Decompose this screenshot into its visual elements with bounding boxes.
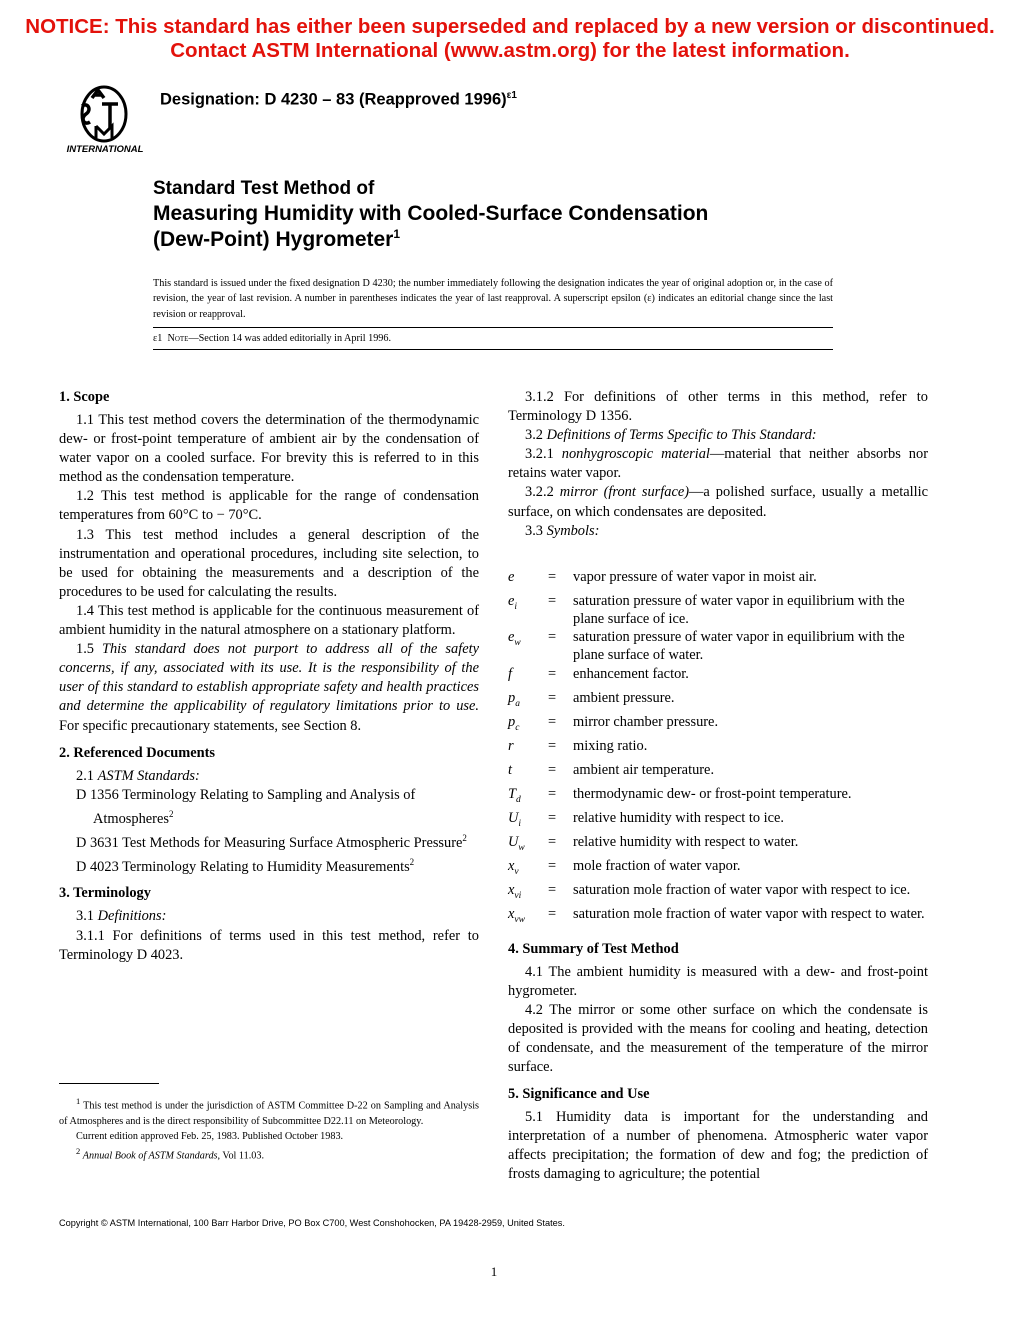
symbol-definition: saturation mole fraction of water vapor with respect to water. [573, 906, 925, 923]
ref-item-text: D 4023 Terminology Relating to Humidity Measurements [76, 858, 410, 875]
equals-sign: = [548, 592, 557, 609]
para-3-2-label: Definitions of Terms Specific to This Standard: [546, 427, 817, 444]
ref-item-d3631 [59, 829, 479, 853]
section-5-heading: 5. Significance and Use [508, 1086, 650, 1103]
symbol: r [508, 737, 514, 754]
para-3-2-2-term: mirror (front surface) [559, 484, 690, 501]
para-1-4: 1.4 This test method is applicable for the continuous measurement of ambient humidity in the natural atmosphere on a stationary platform. [59, 602, 479, 639]
para-3-3-label: Symbols: [546, 522, 600, 539]
equals-sign: = [548, 568, 557, 585]
para-3-1-1: 3.1.1 For definitions of terms used in this test method, refer to Terminology D 4023. [59, 927, 479, 963]
para-2-1-num: 2.1 [76, 767, 94, 784]
designation-sup: ε1 [506, 90, 517, 101]
para-2-1-label: ASTM Standards: [97, 767, 200, 784]
symbol-definition: relative humidity with respect to water. [573, 834, 799, 851]
footnote-2-italic: Annual Book of ASTM Standards [82, 1150, 218, 1162]
astm-logo [58, 82, 148, 154]
footnote-1-mark: 1 [76, 1096, 81, 1106]
ref-item-sup: 2 [409, 856, 415, 867]
para-1-5-num: 1.5 [76, 641, 94, 658]
ref-item-text: D 1356 Terminology Relating to Sampling and Analysis of Atmospheres [76, 786, 416, 827]
para-1-5-tail: For specific precautionary statements, see Section 8. [59, 717, 362, 734]
equals-sign: = [548, 629, 557, 646]
para-3-2-num: 3.2 [525, 427, 543, 444]
symbol-definition: vapor pressure of water vapor in moist air. [573, 568, 817, 585]
symbol-definition: saturation pressure of water vapor in equilibrium with the plane surface of ice. [573, 592, 905, 628]
para-3-2-1-def: —material that neither absorbs nor retains water vapor. [508, 446, 928, 482]
left-column [59, 388, 479, 965]
equals-sign: = [548, 737, 557, 754]
symbol: e [508, 568, 515, 585]
footnote-1-text: This test method is under the jurisdiction of ASTM Committee D-22 on Sampling and Analysis of Atmospheres and is the direct responsibility of Subcommittee D22.11 on Meteorology. [59, 1100, 479, 1127]
title-line-1: Standard Test Method of [153, 178, 375, 199]
copyright: Copyright © ASTM International, 100 Barr Harbor Drive, PO Box C700, West Conshohocken, PA 19428-2959, United States. [59, 1218, 565, 1228]
ref-item-d4023 [59, 853, 479, 877]
symbol-row [508, 628, 928, 664]
section-4-heading: 4. Summary of Test Method [508, 940, 679, 957]
symbol-definition: thermodynamic dew- or frost-point temperature. [573, 786, 852, 803]
designation [160, 90, 517, 110]
para-5-1: 5.1 Humidity data is important for the understanding and interpretation of a number of phenomena. Atmospheric water vapor affects precipitation; the formation of dew and fog; the prediction of frosts damaging to agriculture; the potential [508, 1109, 928, 1183]
symbol: f [508, 665, 512, 682]
symbol-row [508, 737, 928, 761]
symbol-row [508, 665, 928, 689]
para-3-3-num: 3.3 [525, 522, 543, 539]
para-3-1-2: 3.1.2 For definitions of other terms in this method, refer to Terminology D 1356. [508, 389, 928, 425]
symbol-row [508, 713, 928, 737]
symbol-row [508, 761, 928, 785]
para-3-1-label: Definitions: [97, 908, 167, 925]
footnote-2 [59, 1144, 479, 1164]
logo-caption: INTERNATIONAL [66, 144, 144, 154]
symbol: $x_v$ [508, 858, 519, 878]
symbol: $x_{vw}$ [508, 906, 525, 926]
symbol: $x_{vi}$ [508, 882, 522, 902]
footnote-1b: Current edition approved Feb. 25, 1983. Published October 1983. [76, 1130, 344, 1142]
symbol-definition: saturation mole fraction of water vapor with respect to ice. [573, 882, 911, 899]
preamble-rule-top [153, 327, 833, 328]
symbol-definition: mirror chamber pressure. [573, 713, 719, 730]
symbol: t [508, 761, 512, 778]
preamble: This standard is issued under the fixed designation D 4230; the number immediately following the designation indicates the year of original adoption or, in the case of revision, the year of last revision. A number in parentheses indicates the year of last reapproval. A superscript epsilon (ε) indicates an editorial change since the last revision or reapproval. [153, 278, 833, 320]
equals-sign: = [548, 689, 557, 706]
symbol: $p_c$ [508, 713, 520, 733]
section-2-heading: 2. Referenced Documents [59, 744, 215, 761]
para-3-2-2 [508, 483, 928, 521]
equals-sign: = [548, 906, 557, 923]
designation-text: Designation: D 4230 – 83 (Reapproved 1996) [160, 90, 507, 109]
symbol-definition: saturation pressure of water vapor in equilibrium with the plane surface of water. [573, 629, 905, 664]
ref-item-text: D 3631 Test Methods for Measuring Surface Atmospheric Pressure [76, 834, 463, 851]
symbol-definition: enhancement factor. [573, 665, 689, 682]
equals-sign: = [548, 834, 557, 851]
symbol-definition: ambient pressure. [573, 689, 675, 706]
para-4-1: 4.1 The ambient humidity is measured with a dew- and frost-point hygrometer. [508, 963, 928, 999]
symbol: $e_w$ [508, 629, 521, 649]
equals-sign: = [548, 665, 557, 682]
para-2-1 [59, 767, 479, 786]
symbol-row [508, 592, 928, 628]
para-3-2-1 [508, 445, 928, 483]
symbol-row [508, 905, 928, 929]
editorial-note-text: —Section 14 was added editorially in April 1996. [188, 333, 392, 344]
symbol-row [508, 809, 928, 833]
equals-sign: = [548, 810, 557, 827]
notice-line-2: Contact ASTM International (www.astm.org) for the latest information. [170, 39, 850, 62]
editorial-note-label: Note [167, 333, 189, 344]
symbol-row [508, 785, 928, 809]
equals-sign: = [548, 761, 557, 778]
symbol-row [508, 833, 928, 857]
para-3-2 [508, 426, 928, 445]
para-3-2-1-num: 3.2.1 [525, 446, 554, 463]
symbol-row [508, 881, 928, 905]
title-line-2: Measuring Humidity with Cooled-Surface Condensation [153, 202, 709, 225]
title-line-3-text: (Dew-Point) Hygrometer [153, 228, 394, 251]
para-1-5-italic: This standard does not purport to address all of the safety concerns, if any, associated with its use. It is the responsibility of the user of this standard to establish appropriate safety and health practices and determine the applicability of regulatory limitations prior to use. [59, 641, 479, 715]
para-3-1-num: 3.1 [76, 908, 94, 925]
symbol: $e_i$ [508, 592, 518, 612]
para-3-2-1-term: nonhygroscopic material [561, 446, 710, 463]
preamble-rule-bottom [153, 349, 833, 350]
symbol-definition: relative humidity with respect to ice. [573, 810, 784, 827]
para-1-2: 1.2 This test method is applicable for the range of condensation temperatures from 60°C to − 70°C. [59, 488, 479, 524]
ref-item-d1356 [59, 786, 479, 829]
symbol: $U_i$ [508, 810, 522, 829]
equals-sign: = [548, 858, 557, 875]
para-3-3 [508, 522, 928, 541]
symbol-row [508, 857, 928, 881]
title-line-3 [153, 227, 400, 252]
right-column [508, 388, 928, 1184]
symbol-definition: mole fraction of water vapor. [573, 858, 741, 875]
footnote-1 [59, 1094, 479, 1129]
equals-sign: = [548, 882, 557, 899]
title-sup: 1 [393, 227, 401, 241]
ref-item-sup: 2 [168, 808, 174, 819]
footnote-2-mark: 2 [76, 1146, 81, 1156]
symbol: $p_a$ [508, 689, 520, 709]
footnotes [59, 1094, 479, 1164]
footnote-rule [59, 1083, 159, 1084]
para-4-2: 4.2 The mirror or some other surface on which the condensate is deposited is provided with the means for cooling and heating, detection of condensate, and the measurement of the temperature of the mirror surface. [508, 1001, 928, 1075]
symbol: $T_d$ [508, 786, 521, 805]
symbol-row [508, 568, 928, 592]
equals-sign: = [548, 786, 557, 803]
notice-line-1: NOTICE: This standard has either been superseded and replaced by a new version or discontinued. [25, 15, 995, 38]
para-1-5 [59, 640, 479, 735]
symbol: $U_w$ [508, 834, 525, 854]
section-3-heading: 3. Terminology [59, 885, 151, 902]
symbols-list [508, 568, 928, 930]
footnote-2-tail: , Vol 11.03. [217, 1150, 265, 1162]
para-1-3: 1.3 This test method includes a general description of the instrumentation and operational procedures, including site selection, to be used for obtaining the measurements and a description of the procedures to be used for calculating the results. [59, 526, 479, 600]
para-3-1 [59, 907, 479, 926]
symbol-definition: ambient air temperature. [573, 761, 715, 778]
section-1-heading: 1. Scope [59, 389, 110, 405]
para-3-2-2-num: 3.2.2 [525, 484, 554, 501]
symbol-row [508, 689, 928, 713]
page-number: 1 [490, 1264, 498, 1279]
equals-sign: = [548, 713, 557, 730]
para-3-2-2-def: —a polished surface, usually a metallic surface, on which condensates are deposited. [508, 484, 928, 520]
editorial-note-mark: ε1 [153, 333, 163, 344]
para-1-1: 1.1 This test method covers the determination of the thermodynamic dew- or frost-point temperature of ambient air by the condensation of water vapor on a cooled surface. For brevity this is referred to in this method as the condensation temperature. [59, 412, 479, 486]
symbol-definition: mixing ratio. [573, 737, 648, 754]
ref-item-sup: 2 [462, 832, 467, 843]
editorial-note [153, 333, 391, 344]
